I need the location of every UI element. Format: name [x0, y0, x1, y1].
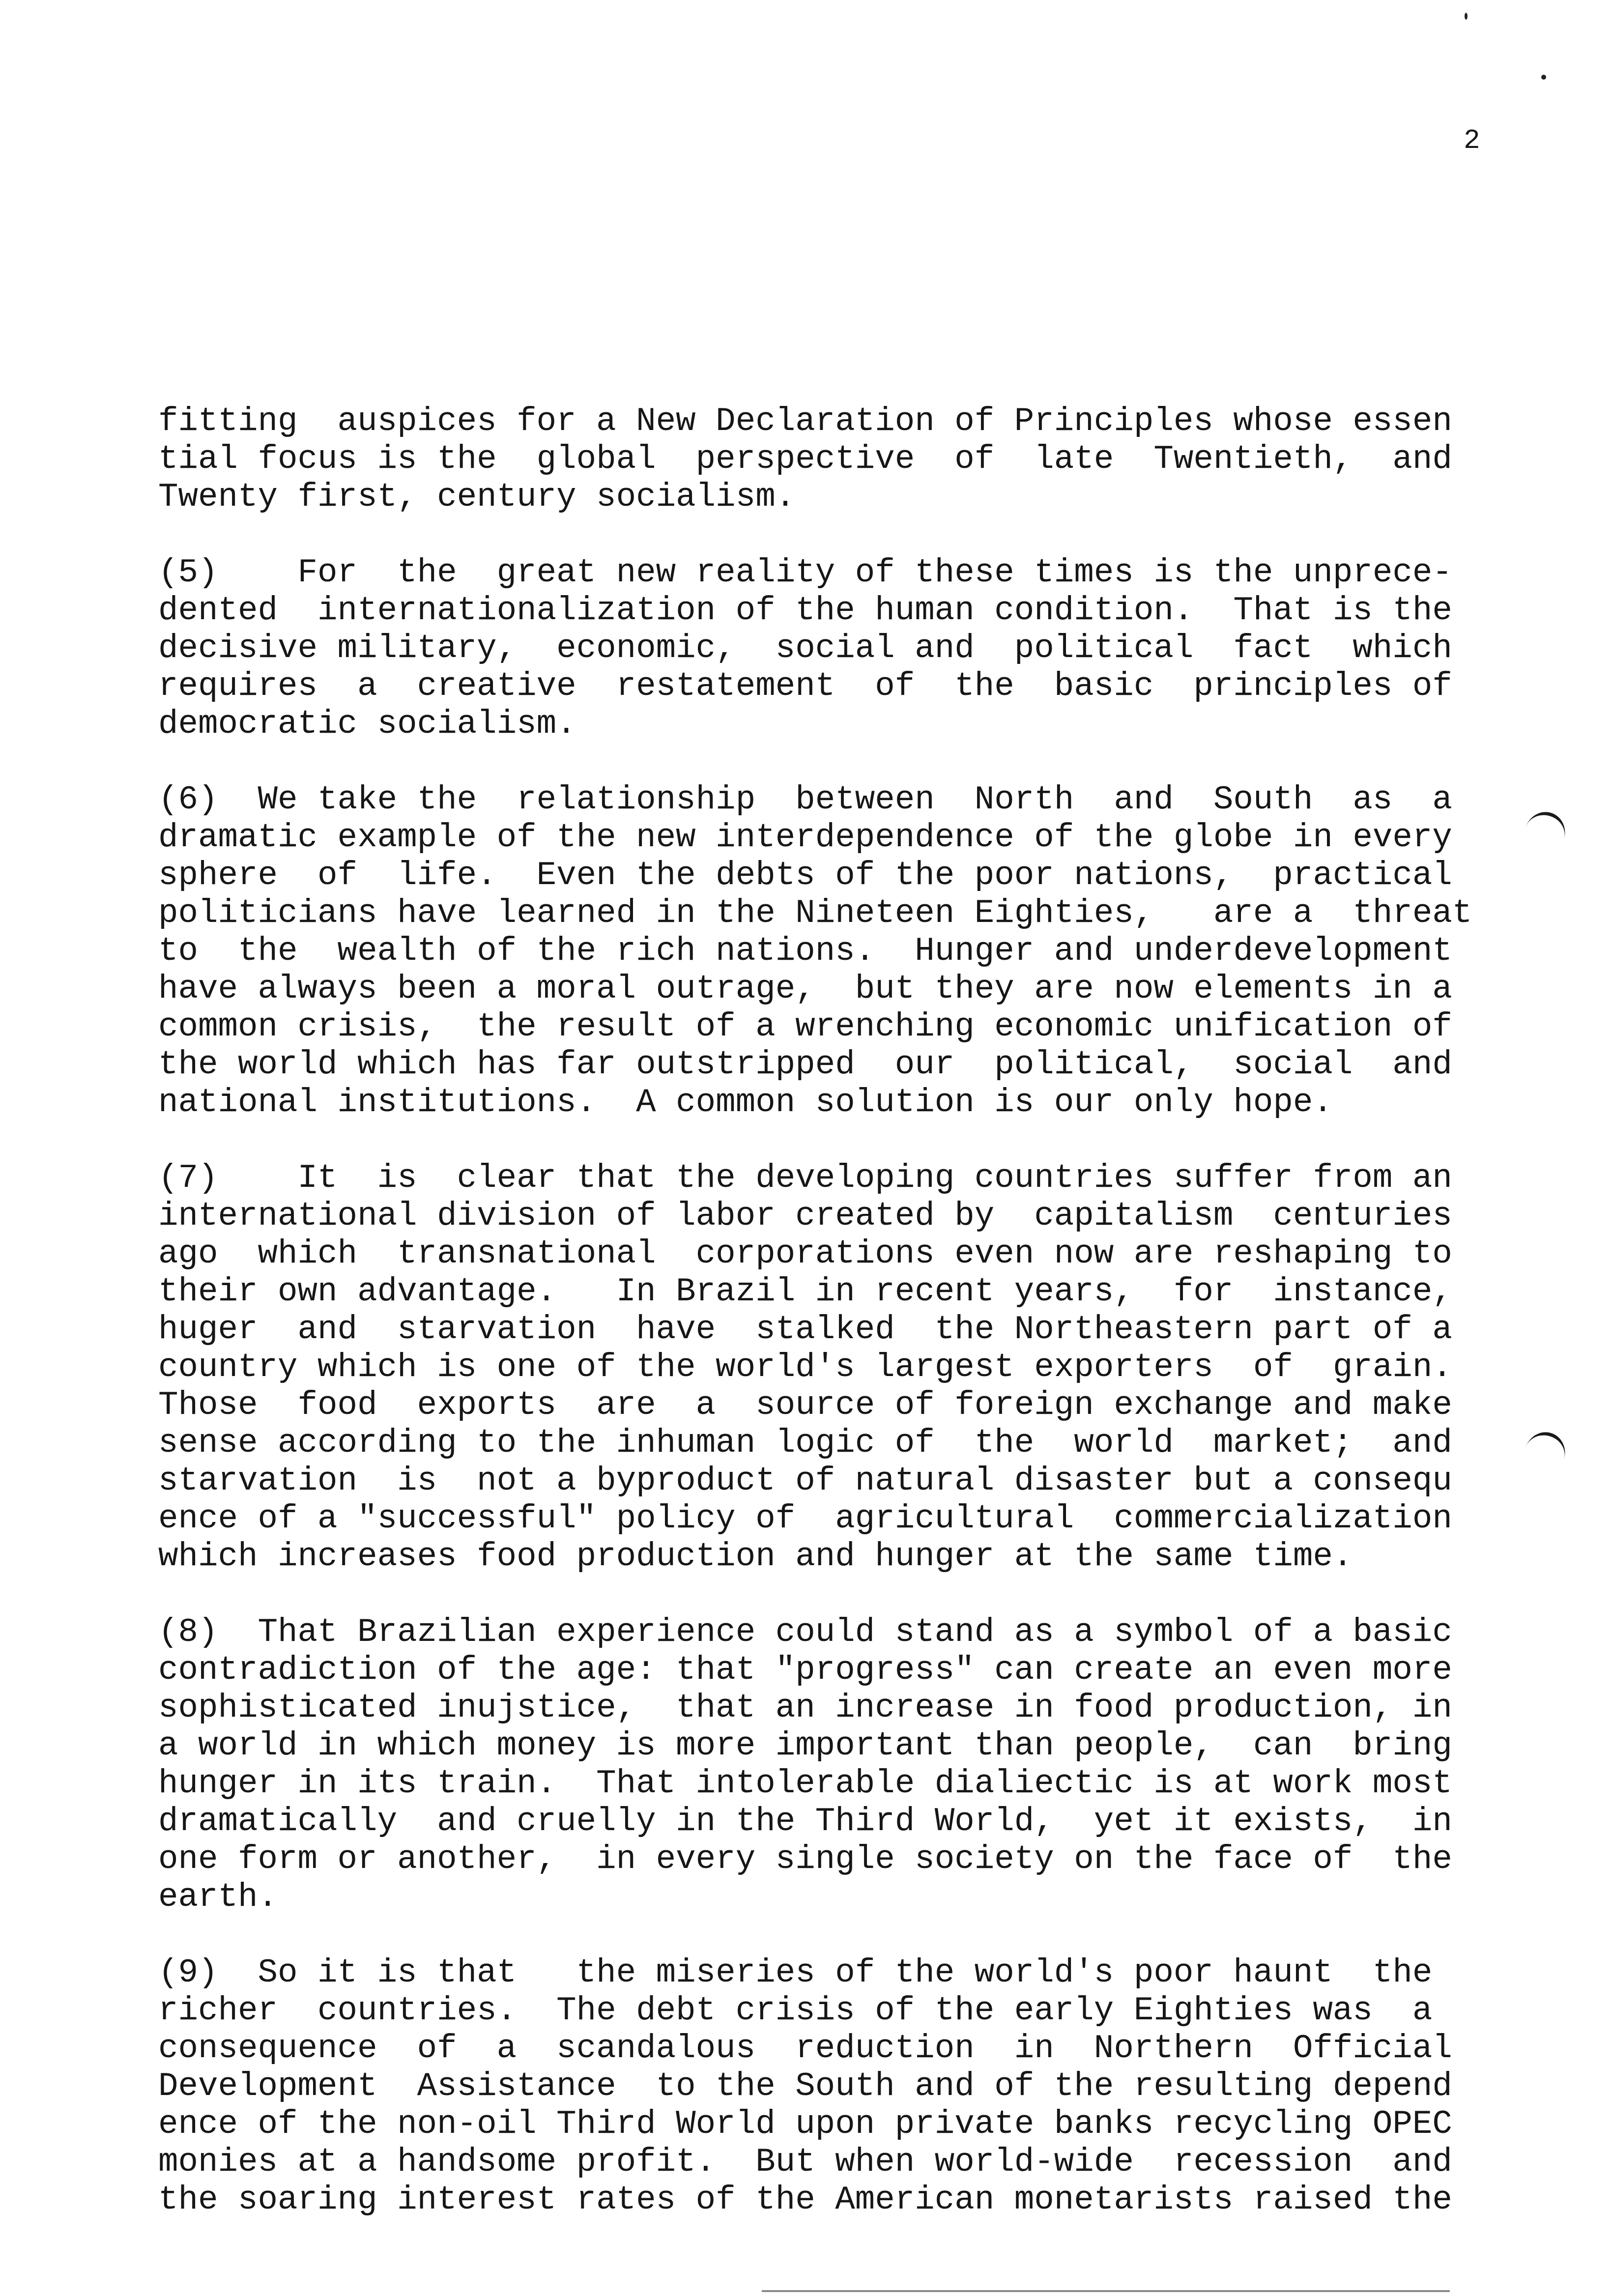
paragraph-5	[158, 554, 1466, 744]
text-line: have always been a moral outrage, but they are now elements in a	[158, 971, 1452, 1008]
text-line: country which is one of the world's largest exporters of grain.	[158, 1349, 1452, 1386]
text-line: ago which transnational corporations even now are reshaping to	[158, 1235, 1452, 1273]
text-line: common crisis, the result of a wrenching economic unification of	[158, 1008, 1452, 1046]
text-line: (7) It is clear that the developing countries suffer from an	[158, 1160, 1452, 1197]
paragraph-8	[158, 1614, 1466, 1917]
text-line: politicians have learned in the Nineteen Eighties, are a threat	[158, 895, 1472, 932]
text-line: huger and starvation have stalked the Northeastern part of a	[158, 1311, 1452, 1349]
text-line: starvation is not a byproduct of natural disaster but a consequ	[158, 1463, 1452, 1500]
text-line: sphere of life. Even the debts of the poor nations, practical	[158, 857, 1452, 894]
text-line: which increases food production and hunger at the same time.	[158, 1538, 1353, 1576]
text-line: sense according to the inhuman logic of the world market; and	[158, 1425, 1452, 1462]
margin-mark	[1519, 807, 1570, 861]
text-line: international division of labor created by capitalism centuries	[158, 1198, 1452, 1235]
text-line: dented internationalization of the human condition. That is the	[158, 592, 1452, 630]
page-number: 2	[1464, 125, 1480, 156]
text-line: Those food exports are a source of foreign exchange and make	[158, 1387, 1452, 1424]
text-line: Twenty first, century socialism.	[158, 479, 796, 516]
text-line: Development Assistance to the South and of the resulting depend	[158, 2068, 1452, 2105]
text-line: (9) So it is that the miseries of the world's poor haunt the	[158, 1954, 1433, 1992]
text-line: the world which has far outstripped our political, social and	[158, 1046, 1452, 1084]
scan-speck	[1465, 13, 1468, 20]
scan-edge-line	[762, 2290, 1450, 2292]
text-line: fitting auspices for a New Declaration of Principles whose essen	[158, 403, 1452, 440]
text-line: the soaring interest rates of the American monetarists raised the	[158, 2181, 1452, 2219]
text-line: contradiction of the age: that "progress" can create an even more	[158, 1652, 1452, 1689]
text-line: monies at a handsome profit. But when world-wide recession and	[158, 2144, 1452, 2181]
text-line: dramatic example of the new interdependence of the globe in every	[158, 819, 1452, 857]
paragraph-9	[158, 1954, 1466, 2219]
scan-speck	[1541, 75, 1546, 80]
text-line: richer countries. The debt crisis of the early Eighties was a	[158, 1992, 1433, 2030]
text-line: dramatically and cruelly in the Third World, yet it exists, in	[158, 1803, 1452, 1840]
paragraph-7	[158, 1160, 1466, 1576]
text-line: decisive military, economic, social and political fact which	[158, 630, 1452, 667]
text-line: ence of the non-oil Third World upon private banks recycling OPEC	[158, 2106, 1452, 2143]
text-line: national institutions. A common solution is our only hope.	[158, 1084, 1333, 1121]
text-line: (6) We take the relationship between North and South as a	[158, 781, 1452, 819]
text-line: hunger in its train. That intolerable dialiectic is at work most	[158, 1765, 1452, 1803]
margin-mark	[1519, 1427, 1570, 1481]
text-line: tial focus is the global perspective of late Twentieth, and	[158, 441, 1452, 478]
text-line: one form or another, in every single society on the face of the	[158, 1841, 1452, 1878]
text-line: ence of a "successful" policy of agricultural commercialization	[158, 1500, 1452, 1538]
text-line: (5) For the great new reality of these times is the unprece-	[158, 554, 1452, 592]
text-line: to the wealth of the rich nations. Hunger and underdevelopment	[158, 933, 1452, 970]
text-line: requires a creative restatement of the basic principles of	[158, 668, 1452, 705]
text-line: earth.	[158, 1879, 278, 1916]
text-line: sophisticated inujstice, that an increase in food production, in	[158, 1690, 1452, 1727]
paragraph-intro	[158, 403, 1466, 517]
document-body	[158, 403, 1472, 2257]
paragraph-6	[158, 781, 1472, 1122]
text-line: democratic socialism.	[158, 706, 576, 743]
text-line: a world in which money is more important than people, can bring	[158, 1727, 1452, 1765]
text-line: their own advantage. In Brazil in recent years, for instance,	[158, 1273, 1452, 1311]
text-line: consequence of a scandalous reduction in Northern Official	[158, 2030, 1452, 2067]
text-line: (8) That Brazilian experience could stand as a symbol of a basic	[158, 1614, 1452, 1651]
